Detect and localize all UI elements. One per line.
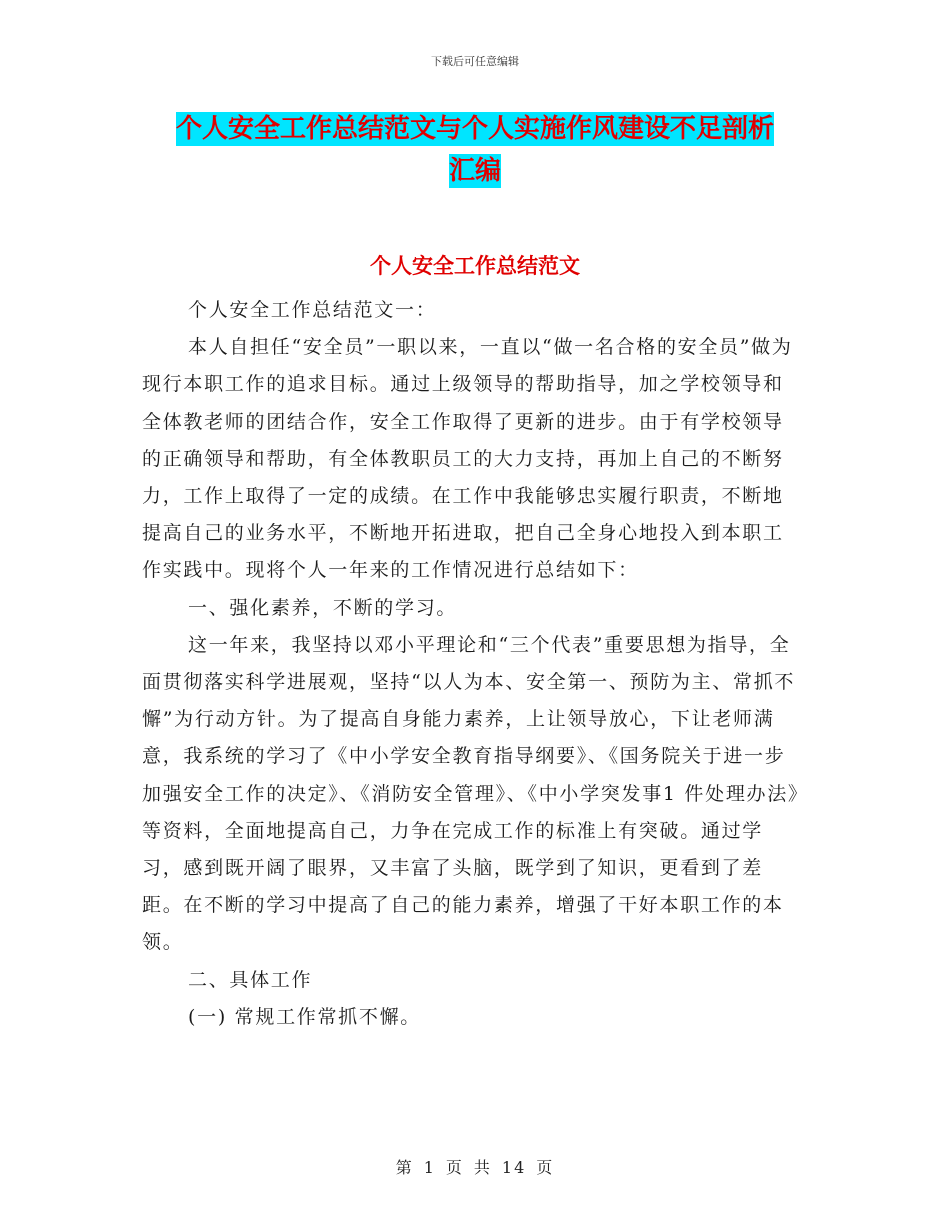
document-body [142,292,802,1036]
footer-page-label: 第 [395,1158,414,1177]
paragraph: 这一年来，我坚持以邓小平理论和“三个代表”重要思想为指导，全面贯彻落实科学进展观，坚持“以人为本、安全第一、预防为主、常抓不懈”为行动方针。为了提高自身能力素养，上让领导放心，下让老师满意，我系统的学习了《中小学安全教育指导纲要》、《国务院关于进一步加强安全工作的决定》、《消防安全管理》、《中小学突发事1 件处理办法》等资料，全面地提高自己，力争在完成工作的标准上有突破。通过学习，感到既开阔了眼界，又丰富了头脑，既学到了知识，更看到了差距。在不断的学习中提高了自己的能力素养，增强了干好本职工作的本领。 [142,633,800,954]
footer-total-label: 共 [473,1158,492,1177]
page-header: 下载后可任意编辑 [431,55,519,68]
title-highlight: 汇编 [448,156,501,186]
footer-page-number: 1 [423,1158,436,1177]
paragraph: (一) 常规工作常抓不懈。 [188,1005,421,1028]
document-title-line2 [0,156,950,186]
footer-total-pages: 14 [501,1158,527,1177]
paragraph: 一、强化素养，不断的学习。 [188,596,458,619]
paragraph: 本人自担任“安全员”一职以来，一直以“做一名合格的安全员”做为现行本职工作的追求目标。通过上级领导的帮助指导，加之学校领导和全体教老师的团结合作，安全工作取得了更新的进步。由于有学校领导的正确领导和帮助，有全体教职员工的大力支持，再加上自己的不断努力，工作上取得了一定的成绩。在工作中我能够忠实履行职责，不断地提高自己的业务水平，不断地开拓进取，把自己全身心地投入到本职工作实践中。现将个人一年来的工作情况进行总结如下： [142,336,793,582]
document-title-line1 [0,114,950,144]
footer-page-word: 页 [445,1158,464,1177]
footer-total-word: 页 [536,1158,555,1177]
paragraph: 二、具体工作 [188,968,313,991]
section-title: 个人安全工作总结范文 [370,254,580,278]
title-highlight: 个人安全工作总结范文与个人实施作风建设不足剖析 [175,114,774,144]
page-footer [0,1155,950,1178]
paragraph: 个人安全工作总结范文一： [188,299,437,321]
